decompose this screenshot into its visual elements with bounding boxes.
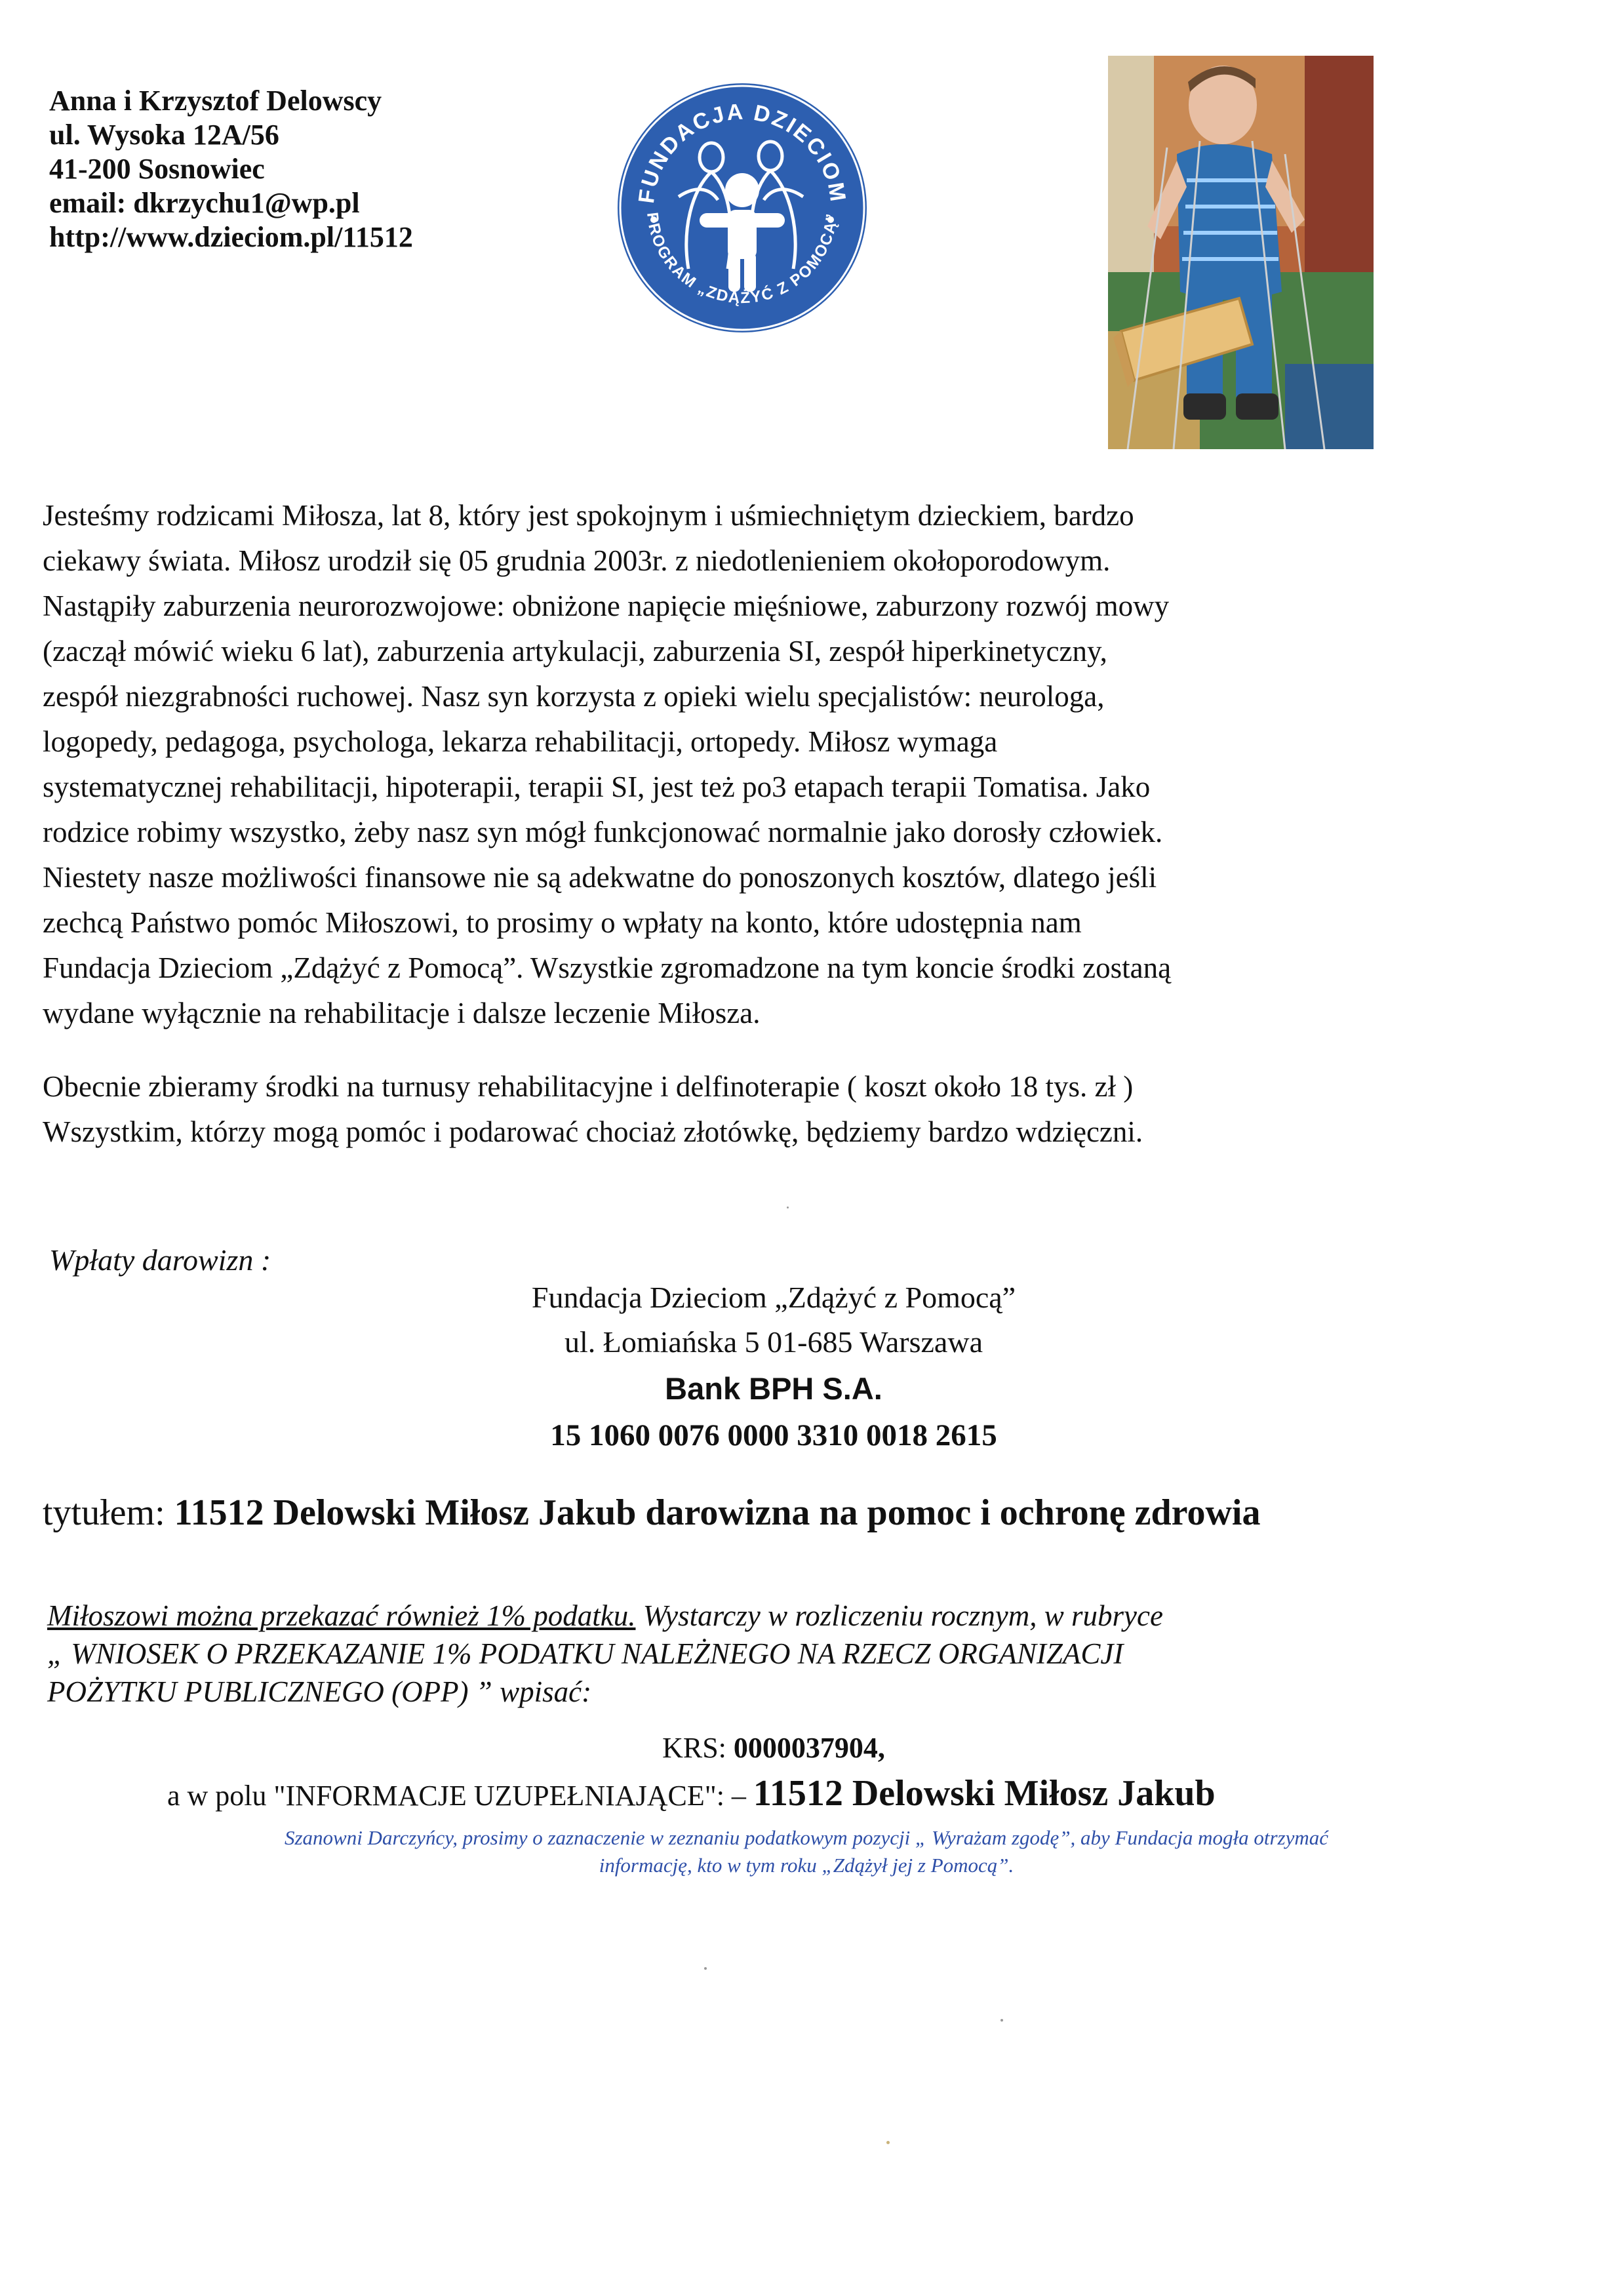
sender-email: email: dkrzychu1@wp.pl: [49, 187, 360, 219]
appeal-paragraph: [43, 1064, 1583, 1155]
additional-info-line: [167, 1772, 1216, 1814]
text-line: zespół niezgrabności ruchowej. Nasz syn korzysta z opieki wielu specjalistów: neurologa,: [43, 680, 1105, 713]
tax-form-line: „ WNIOSEK O PRZEKAZANIE 1% PODATKU NALEŻNEGO NA RZECZ ORGANIZACJI: [47, 1637, 1124, 1670]
text-line: logopedy, pedagoga, psychologa, lekarza rehabilitacji, ortopedy. Miłosz wymaga: [43, 725, 998, 758]
note-line: informację, kto w tym roku „Zdążył jej z Pomocą”.: [599, 1854, 1014, 1877]
text-line: (zaczął mówić wieku 6 lat), zaburzenia artykulacji, zaburzenia SI, zespół hiperkinetyczny,: [43, 635, 1107, 668]
info-prefix: a w polu "INFORMACJE UZUPEŁNIAJĄCE": –: [167, 1780, 753, 1812]
tax-intro-rest: Wystarczy w rozliczeniu rocznym, w rubryce: [635, 1599, 1163, 1632]
transfer-title-value: 11512 Delowski Miłosz Jakub darowizna na pomoc i ochronę zdrowia: [174, 1492, 1261, 1533]
text-line: rodzice robimy wszystko, żeby nasz syn mógł funkcjonować normalnie jako dorosły człowiek.: [43, 816, 1163, 848]
transfer-title-prefix: tytułem:: [43, 1492, 174, 1533]
tax-form-line: POŻYTKU PUBLICZNEGO (OPP) ” wpisać:: [47, 1675, 592, 1708]
krs-label: KRS:: [662, 1732, 734, 1764]
child-photo-image: [1108, 56, 1374, 449]
text-line: Jesteśmy rodzicami Miłosza, lat 8, który jest spokojnym i uśmiechniętym dzieckiem, bardzo: [43, 499, 1134, 532]
foundation-logo: [613, 79, 872, 338]
bank-name: Bank BPH S.A.: [665, 1371, 882, 1406]
text-line: systematycznej rehabilitacji, hipoterapii, terapii SI, jest też po3 etapach terapii Tomatisa. Jako: [43, 770, 1151, 803]
logo-bottom-text: PROGRAM „ZDĄŻYĆ Z POMOCĄ”: [643, 211, 841, 308]
sender-name: Anna i Krzysztof Delowscy: [49, 85, 382, 117]
logo-top-text: FUNDACJA DZIECIOM: [633, 99, 851, 205]
scan-speck: [886, 2141, 890, 2144]
info-value: 11512 Delowski Miłosz Jakub: [753, 1773, 1216, 1814]
sender-website: http://www.dzieciom.pl/11512: [49, 221, 413, 253]
text-line: Wszystkim, którzy mogą pomóc i podarować chociaż złotówkę, będziemy bardzo wdzięczni.: [43, 1115, 1143, 1148]
foundation-seal-graphic: [613, 79, 872, 338]
scan-speck: [787, 1207, 789, 1208]
text-line: ciekawy świata. Miłosz urodził się 05 grudnia 2003r. z niedotlenieniem okołoporodowym.: [43, 544, 1111, 577]
text-line: zechcą Państwo pomóc Miłoszowi, to prosimy o wpłaty na konto, które udostępnia nam: [43, 906, 1082, 939]
transfer-title: [43, 1492, 1260, 1534]
text-line: Niestety nasze możliwości finansowe nie są adekwatne do ponoszonych kosztów, dlatego jeśli: [43, 861, 1157, 894]
child-photo: [1108, 56, 1374, 449]
krs-value: 0000037904,: [733, 1732, 885, 1764]
bank-account-number: 15 1060 0076 0000 3310 0018 2615: [550, 1418, 997, 1452]
text-line: Nastąpiły zaburzenia neurorozwojowe: obniżone napięcie mięśniowe, zaburzony rozwój mowy: [43, 589, 1170, 622]
tax-intro-underlined: Miłoszowi można przekazać również 1% podatku.: [47, 1599, 636, 1632]
krs-number: [0, 1731, 1547, 1765]
donor-note: [52, 1824, 1560, 1879]
scan-speck: [704, 1967, 707, 1970]
donations-label: Wpłaty darowizn :: [49, 1243, 271, 1277]
sender-address-block: [49, 84, 413, 254]
scan-speck: [1000, 2019, 1003, 2022]
text-line: wydane wyłącznie na rehabilitacje i dalsze leczenie Miłosza.: [43, 997, 761, 1029]
description-paragraph: [43, 493, 1583, 1036]
foundation-name: Fundacja Dzieciom „Zdążyć z Pomocą”: [531, 1281, 1016, 1314]
sender-street: ul. Wysoka 12A/56: [49, 119, 279, 151]
tax-instructions: [47, 1597, 1163, 1711]
foundation-address: ul. Łomiańska 5 01-685 Warszawa: [564, 1325, 983, 1359]
text-line: Obecnie zbieramy środki na turnusy rehabilitacyjne i delfinoterapie ( koszt około 18 tys. zł ): [43, 1070, 1134, 1103]
sender-city: 41-200 Sosnowiec: [49, 153, 265, 185]
text-line: Fundacja Dzieciom „Zdążyć z Pomocą”. Wszystkie zgromadzone na tym koncie środki zostaną: [43, 951, 1172, 984]
note-line: Szanowni Darczyńcy, prosimy o zaznaczenie w zeznaniu podatkowym pozycji „ Wyrażam zgodę”, aby Fundacja mogła otrzymać: [284, 1826, 1329, 1849]
